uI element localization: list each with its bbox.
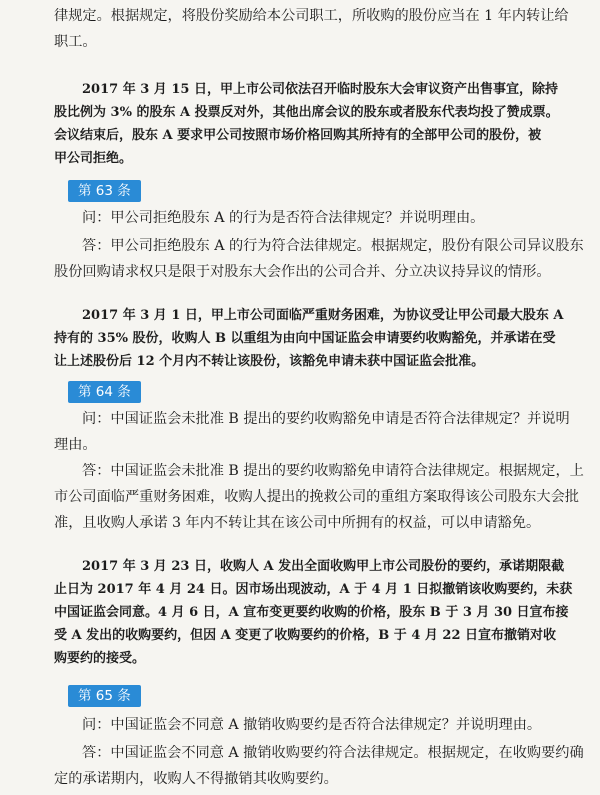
text-line: 2017 年 3 月 1 日，甲上市公司面临严重财务困难，为协议受让甲公司最大股东 A: [82, 308, 564, 323]
question-63: [54, 205, 554, 231]
text-line: 受 A 发出的收购要约，但因 A 变更了收购要约的价格，B 于 4 月 22 日宣布撤销对收: [54, 628, 557, 643]
text-line: 职工。: [54, 34, 97, 50]
text-line: 持有的 35% 股份，收购人 B 以重组为由向中国证监会申请要约收购豁免，并承诺在受: [54, 331, 556, 346]
text-line: 中国证监会同意。4 月 6 日，A 宣布变更要约收购的价格，股东 B 于 3 月 30 日宣布接: [54, 605, 569, 620]
article-65-tag: 第 65 条: [68, 685, 141, 707]
top-answer-continuation: [54, 3, 569, 55]
text-line: 准，且收购人承诺 3 年内不转让其在该公司中所拥有的权益，可以申请豁免。: [54, 515, 541, 531]
case-65-scenario: [54, 555, 573, 670]
text-line: 股份回购请求权只是限于对股东大会作出的公司合并、分立决议持异议的情形。: [54, 264, 551, 280]
question-64: [54, 406, 570, 458]
answer-63: [54, 233, 584, 285]
text-line: 止日为 2017 年 4 月 24 日。因市场出现波动，A 于 4 月 1 日拟撤销该收购要约，未获: [54, 582, 573, 597]
article-63-tag: 第 63 条: [68, 180, 141, 202]
text-line: 理由。: [54, 437, 97, 453]
text-line: 问：甲公司拒绝股东 A 的行为是否符合法律规定？并说明理由。: [82, 210, 485, 226]
text-line: 让上述股份后 12 个月内不转让该股份，该豁免申请未获中国证监会批准。: [54, 354, 485, 369]
answer-65: [54, 740, 584, 792]
text-line: 问：中国证监会未批准 B 提出的要约收购豁免申请是否符合法律规定？并说明: [82, 411, 570, 427]
question-65: [54, 712, 554, 738]
text-line: 2017 年 3 月 15 日，甲上市公司依法召开临时股东大会审议资产出售事宜，除持: [82, 82, 558, 97]
text-line: 2017 年 3 月 23 日，收购人 A 发出全面收购甲上市公司股份的要约，承诺期限截: [82, 559, 565, 574]
case-64-scenario: [54, 304, 564, 373]
text-line: 答：中国证监会不同意 A 撤销收购要约符合法律规定。根据规定，在收购要约确: [82, 745, 584, 761]
text-line: 会议结束后，股东 A 要求甲公司按照市场价格回购其所持有的全部甲公司的股份，被: [54, 128, 542, 143]
text-line: 答：中国证监会未批准 B 提出的要约收购豁免申请符合法律规定。根据规定，上: [82, 463, 584, 479]
text-line: 定的承诺期内，收购人不得撤销其收购要约。: [54, 771, 338, 787]
article-64-tag: 第 64 条: [68, 381, 141, 403]
text-line: 市公司面临严重财务困难，收购人提出的挽救公司的重组方案取得该公司股东大会批: [54, 489, 579, 505]
text-line: 问：中国证监会不同意 A 撤销收购要约是否符合法律规定？并说明理由。: [82, 717, 542, 733]
text-line: 股比例为 3% 的股东 A 投票反对外，其他出席会议的股东或者股东代表均投了赞成票。: [54, 105, 559, 120]
answer-64: [54, 458, 584, 536]
text-line: 律规定。根据规定，将股份奖励给本公司职工，所收购的股份应当在 1 年内转让给: [54, 8, 569, 24]
case-63-scenario: [54, 78, 559, 170]
text-line: 答：甲公司拒绝股东 A 的行为符合法律规定。根据规定，股份有限公司异议股东: [82, 238, 584, 254]
text-line: 购要约的接受。: [54, 651, 146, 666]
text-line: 甲公司拒绝。: [54, 151, 133, 166]
